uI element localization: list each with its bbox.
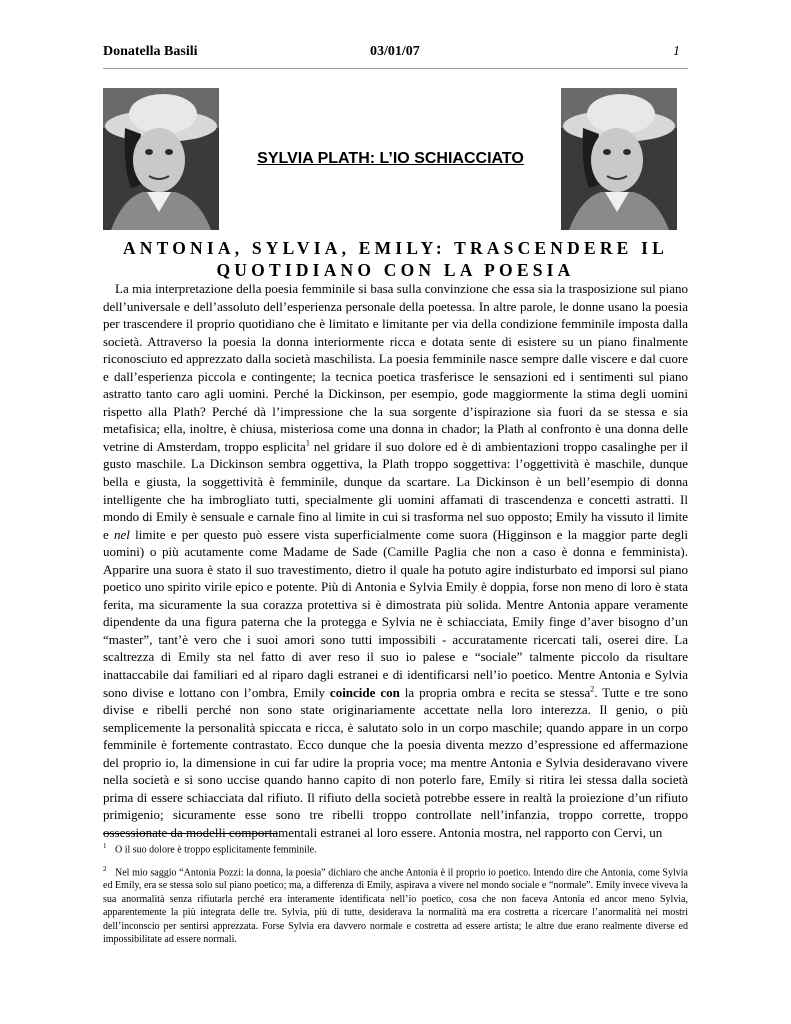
header-page-number: 1 (673, 44, 680, 59)
portrait-photo-right (561, 88, 677, 230)
body-text-part-4: la propria ombra e recita se stessa (399, 684, 591, 700)
header-date: 03/01/07 (370, 44, 420, 59)
portrait-photo-left (103, 88, 219, 230)
title-line-2: QUOTIDIANO CON LA POESIA (216, 260, 575, 280)
footnote-ref-2[interactable]: 2 (590, 684, 595, 694)
body-text-part-2: nel gridare il suo dolore ed è di ambientazioni troppo casalinghe per il gusto maschile. La Dickinson sembra oggettiva, la Plath troppo soggettiva: l’oggettività è maschile, dunque bella e giusta, la soggettività è femminile, dunque da scartare. La Dickinson è un bell’esempio di donna intelligente che ha imbrogliato tutti, specialmente gli uomini affamati di trascendenza e concetti astratti. Il mondo di Emily è sensuale e carnale fino al limite in cui si trasforma nel suo opposto; Emily ha vissuto il limite e (103, 438, 688, 542)
header-author: Donatella Basili (103, 44, 198, 59)
body-paragraph (103, 280, 688, 842)
footnote-text: Nel mio saggio “Antonia Pozzi: la donna, la poesia” dichiaro che anche Antonia è il proprio io poetico. Intendo dire che Antonia, come Sylvia ed Emily, era se stessa solo sul piano poetico; ma, a differenza di Emily, aspirava a vivere nel mondo sociale e “normale”. Emily invece viveva la sua anormalità senza rifiutarla perché era interamente identificata nell’io poetico, cosa che non faceva Antonia ed ancor meno Sylvia, apparentemente la più integrata delle tre. Sylvia, più di tutte, desiderava la normalità ma era costretta a ricercare l’anormalità nei mostri dell’inconscio per sentirsi apprezzata. Forse Sylvia era davvero normale e costretta ad essere artista; le altre due erano realmente diverse ed impossibilitate ad essere normali. (103, 867, 688, 946)
footnote-mark: 2 (103, 864, 107, 873)
footnote-mark: 1 (103, 842, 107, 850)
footnote-2 (103, 863, 688, 947)
body-text-part-5: . Tutte e tre sono divise e ribelli perché non sono state originariamente accettate nella loro interezza. Il genio, o più semplicemente la personalità spiccata e ricca, è salutato solo in un corpo maschile; quando appare in un corpo femminile è fortemente contrastato. Ecco dunque che la poesia diventa mezzo d’espressione ed affermazione del proprio io, la dimensione in cui far udire la propria voce; ma mentre Antonia e Sylvia desideravano vivere nella società e si sono uccise quando hanno capito di non poterlo fare, Emily si ritira lei stessa dalla società prima di essere schiacciata dal rifiuto. Il rifiuto della società potrebbe essere in realtà la proiezione d’un rifiuto primigenio; sicuramente esse sono tre ribelli troppo controllate nell’infanzia, troppo corrette, troppo ossessionate da modelli comportamentali estranei al loro essere. Antonia mostra, nel rapporto con Cervi, un (103, 684, 688, 840)
document-subtitle: SYLVIA PLATH: L’IO SCHIACCIATO (257, 150, 524, 167)
body-text-part-1: La mia interpretazione della poesia femminile si basa sulla convinzione che essa sia la trasposizione sul piano dell’universale e dell’assoluto dell’esperienza personale della poetessa. In altre parole, le donne usano la poesia per trascendere il proprio quotidiano che è limitato e limitante per via della condizione femminile imposta dalla società. Attraverso la poesia la donna interiormente ricca e dotata sente di esistere su un piano finalmente riconosciuto ed apprezzato dalla società maschilista. La poesia femminile nasce sempre dalle viscere e dal cuore e dall’esperienza piccola e contingente; la tecnica poetica trasferisce le sensazioni ed i sentimenti sul piano astratto tanto caro agli uomini. Perché la Dickinson, per esempio, gode maggiormente la stima degli uomini rispetto alla Plath? Perché dà l’impressione che la sua sorgente d’ispirazione sia fuori da se stessa e sia metafisica; ella, inoltre, è chiusa, misteriosa come una donna in chador; la Plath al confronto è una donna delle vetrine di Amsterdam, troppo esplicita (103, 281, 688, 454)
footnote-divider (103, 833, 278, 834)
body-text-part-3: limite e per questo può essere vista superficialmente come suora (Higginson e la maggior parte degli uomini) o più acutamente come Madame de Sade (Camille Paglia che non a caso è donna e femminista). Apparire una suora è stato il suo travestimento, dietro il quale ha potuto agire indisturbato ed imporsi sul piano poetico uno spirito virile epico e potente. Più di Antonia e Sylvia Emily è doppia, forse non meno di loro è stata ferita, ma sicuramente la sua corazza protettiva si è dimostrata più solida. Mentre Antonia appare veramente dipendente da una figura paterna che la protegga e Sylvia ne è schiacciata, Emily finge d’aver bisogno d’un “master”, tant’è vero che i suoi amori sono tutti impossibili - accuratamente ricercati tali, oserei dire. La scaltrezza di Emily sta nel fatto di aver reso il suo io palese e “sociale” talmente piccolo da risultare inattaccabile dai familiari ed al riparo dagli estranei e di identificarsi nell’io poetico. Mentre Antonia e Sylvia sono divise e lottano con l’ombra, Emily (103, 526, 688, 700)
footnote-text: O il suo dolore è troppo esplicitamente femminile. (115, 844, 317, 856)
body-bold-phrase: coincide con (329, 684, 400, 700)
body-italic-word: nel (114, 526, 130, 542)
document-title (100, 237, 691, 281)
footnote-ref-1[interactable]: 1 (305, 438, 310, 448)
page-header (103, 44, 688, 69)
footnote-1 (103, 840, 688, 857)
title-line-1: ANTONIA, SYLVIA, EMILY: TRASCENDERE IL (122, 238, 669, 258)
footnotes (103, 840, 688, 953)
